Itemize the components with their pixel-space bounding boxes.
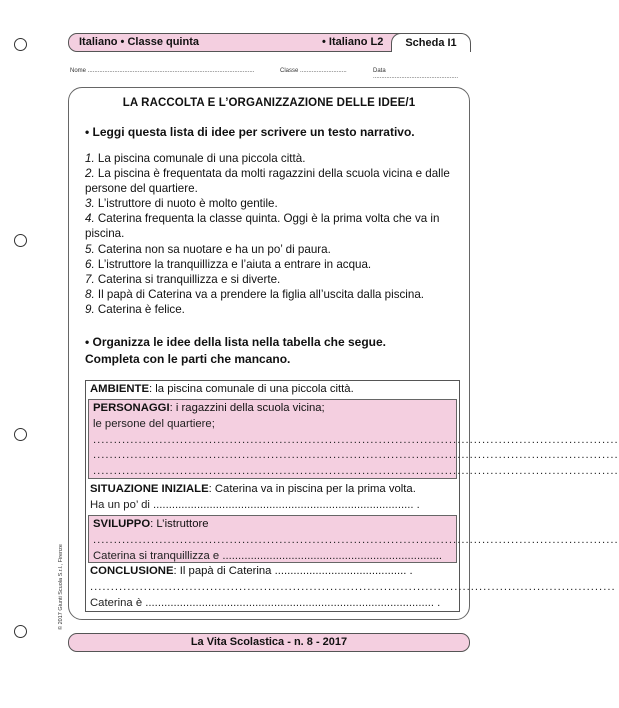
binder-hole-upper: [14, 234, 27, 247]
ideas-list: [85, 151, 465, 317]
fill-line[interactable]: ...............................................................................................................................: [90, 580, 616, 593]
idea-item: 1. La piscina comunale di una piccola città.: [85, 152, 306, 165]
binder-hole-lower: [14, 428, 27, 441]
worksheet-title: LA RACCOLTA E L’ORGANIZZAZIONE DELLE IDEE/1: [122, 97, 416, 109]
fill-line[interactable]: ...............................................................................................................................: [93, 533, 619, 546]
fill-line[interactable]: Caterina si tranquillizza e ......................................................................: [93, 549, 443, 562]
footer-banner: La Vita Scolastica - n. 8 - 2017: [68, 633, 470, 652]
idea-item: 3. L’istruttore di nuoto è molto gentile.: [85, 197, 278, 211]
idea-item: 7. Caterina si tranquillizza e si diverte.: [85, 272, 281, 286]
idea-item: 5. Caterina non sa nuotare e ha un po’ di paura.: [85, 242, 331, 256]
row-personaggi: PERSONAGGI: i ragazzini della scuola vicina; le persone del quartiere; ............................................................................................................................... ............................................................................................................................... ...............................................................................................................................: [88, 399, 457, 479]
fill-line[interactable]: ...............................................................................................................................: [93, 465, 619, 478]
fill-line[interactable]: Ha un po’ di ................................................................................... .: [90, 498, 420, 511]
binder-hole-bottom: [14, 625, 27, 638]
idea-item: 4. Caterina frequenta la classe quinta. Oggi è la prima volta che va in piscina.: [85, 212, 440, 241]
idea-item: 8. Il papà di Caterina va a prendere la figlia all’uscita dalla piscina.: [85, 287, 424, 301]
instruction-organize: • Organizza le idee della lista nella tabella che segue. Completa con le parti che mancano.: [85, 335, 386, 366]
class-field[interactable]: Classe ............................: [280, 68, 347, 74]
row-conclusione: CONCLUSIONE: Il papà di Caterina .......................................... . ............................................................................................................................... Caterina è ............................................................................................ .: [86, 563, 459, 611]
idea-item: 9. Caterina è felice.: [85, 302, 185, 316]
row-situazione-iniziale: SITUAZIONE INIZIALE: Caterina va in piscina per la prima volta. Ha un po’ di ................................................................................... .: [86, 481, 459, 515]
header-subject: Italiano • Classe quinta: [79, 36, 199, 48]
name-field[interactable]: Nome ....................................................................................................: [70, 68, 255, 74]
idea-item: 6. L’istruttore la tranquillizza e l’aiuta a entrare in acqua.: [85, 257, 372, 271]
student-info-line: [70, 68, 470, 80]
row-sviluppo: SVILUPPO: L’istruttore ............................................................................................................................... Caterina si tranquillizza e ......................................................................: [88, 515, 457, 563]
copyright-note: © 2017 Giunti Scuola S.r.l., Firenze: [58, 544, 64, 630]
date-field[interactable]: Data ...................................................: [373, 68, 459, 80]
fill-line[interactable]: ...............................................................................................................................: [93, 433, 619, 446]
story-table: [85, 380, 619, 612]
header-course: • Italiano L2: [322, 36, 384, 48]
sheet-tab: Scheda I1: [391, 33, 471, 52]
fill-line[interactable]: ...............................................................................................................................: [93, 449, 619, 462]
idea-item: 2. La piscina è frequentata da molti ragazzini della scuola vicina e dalle persone del quartiere.: [85, 167, 450, 196]
row-ambiente: AMBIENTE: la piscina comunale di una piccola città.: [90, 383, 354, 395]
instruction-read: • Leggi questa lista di idee per scrivere un testo narrativo.: [85, 125, 415, 139]
binder-hole-top: [14, 38, 27, 51]
fill-line[interactable]: Caterina è ............................................................................................ .: [90, 596, 441, 609]
